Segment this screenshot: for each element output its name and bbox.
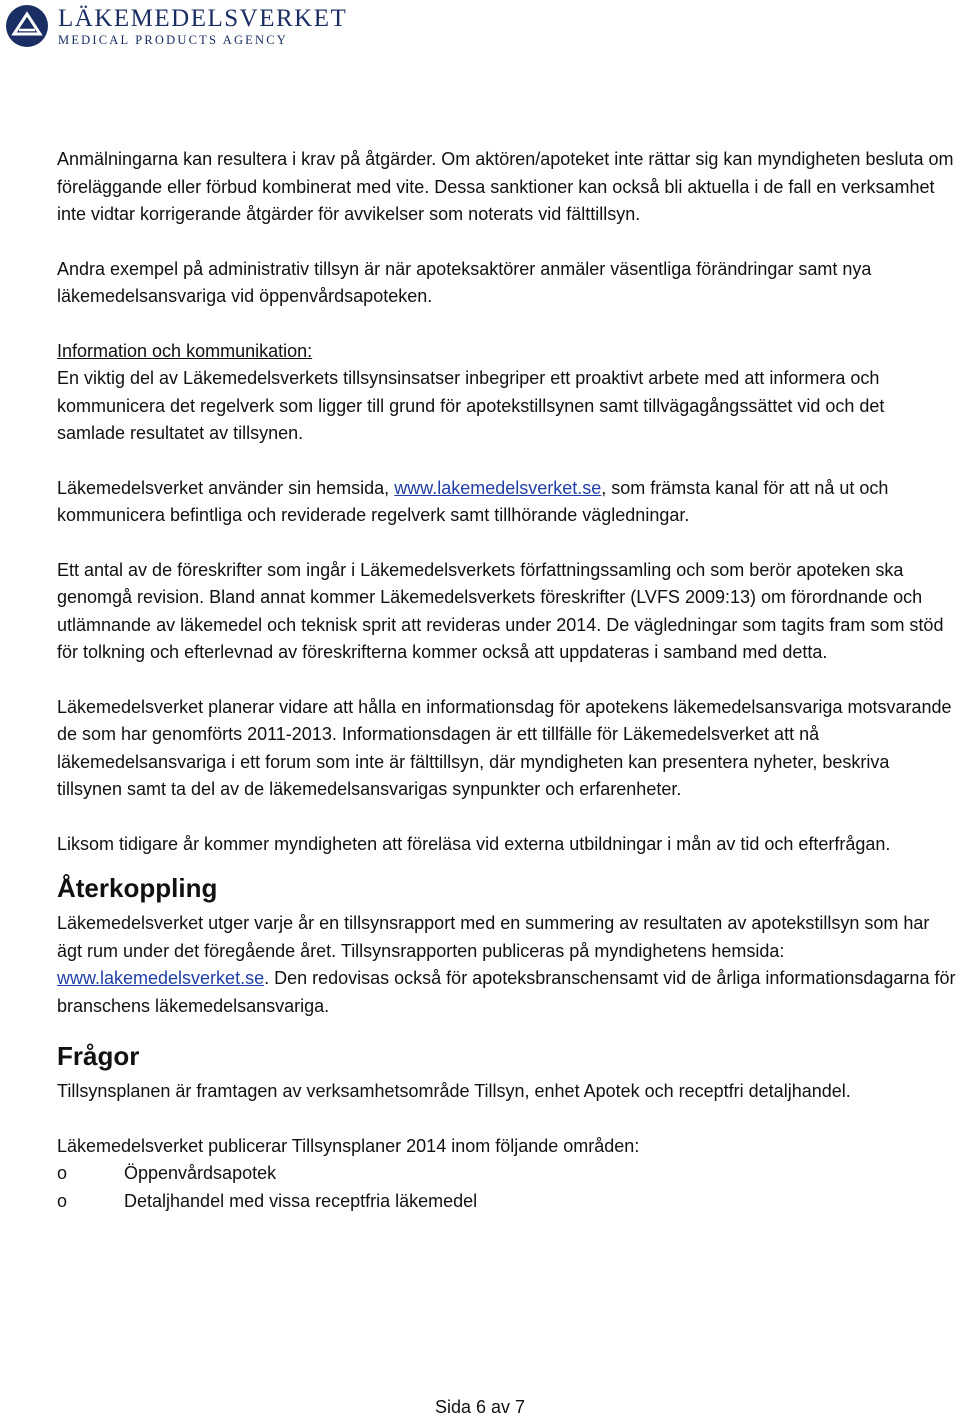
website-link[interactable]: www.lakemedelsverket.se — [394, 477, 602, 498]
page-number: Sida 6 av 7 — [434, 1397, 526, 1417]
paragraph-omraden-intro: Läkemedelsverket publicerar Tillsynsplaner 2014 inom följande områden: — [57, 1135, 640, 1156]
paragraph-utbildningar: Liksom tidigare år kommer myndigheten att föreläsa vid externa utbildningar i mån av tid och efterfrågan. — [57, 833, 891, 854]
paragraph-anmalningar: Anmälningarna kan resultera i krav på åtgärder. Om aktören/apoteket inte rättar sig kan myndigheten besluta om föreläggande eller förbud kombinerat med vite. Dessa sanktioner kan också bli aktuella i de fall en verksamhet inte vidtar korrigerande åtgärder för avvikelser som noterats vid fälttillsyn. — [57, 149, 954, 224]
paragraph-hemsida — [57, 475, 957, 530]
hemsida-text-pre: Läkemedelsverket använder sin hemsida, — [57, 477, 395, 498]
list-item-text: Detaljhandel med vissa receptfria läkemedel — [124, 1190, 478, 1211]
paragraph-administrativ-tillsyn: Andra exempel på administrativ tillsyn är när apoteksaktörer anmäler väsentliga förändringar samt nya läkemedelsansvariga vid öppenvårdsapoteken. — [57, 258, 872, 306]
report-website-link[interactable]: www.lakemedelsverket.se — [57, 968, 265, 988]
heading-fragor: Frågor — [57, 1041, 140, 1071]
bullet-marker: o — [57, 1163, 68, 1183]
agency-emblem-icon — [4, 3, 50, 49]
heading-aterkoppling: Återkoppling — [57, 873, 218, 903]
aterkoppling-text-post: . Den redovisas också för apoteksbranschensamt vid de årliga informationsdagarna för branschens läkemedelsansvariga. — [57, 968, 956, 1016]
paragraph-aterkoppling — [57, 910, 957, 1020]
document-body — [57, 146, 957, 1215]
agency-logo — [4, 4, 347, 48]
aterkoppling-text-pre: Läkemedelsverket utger varje år en tillsynsrapport med en summering av resultaten av apotekstillsyn som har ägt rum under det föregående året. Tillsynsrapporten publiceras på myndighetens hemsida: — [57, 913, 930, 961]
paragraph-tillsynsplan: Tillsynsplanen är framtagen av verksamhetsområde Tillsyn, enhet Apotek och receptfri detaljhandel. — [57, 1081, 851, 1101]
paragraph-informationsdag: Läkemedelsverket planerar vidare att hålla en informationsdag för apotekens läkemedelsansvariga motsvarande de som har genomförts 2011-2013. Informationsdagen är ett tillfälle för Läkemedelsverket att nå läkemedelsansvariga i ett forum som inte är fälttillsyn, där myndigheten kan presentera nyheter, beskriva tillsynen samt ta del av de läkemedelsansvarigas synpunkter och erfarenheter. — [57, 696, 952, 799]
logo-name: LÄKEMEDELSVERKET — [58, 4, 348, 32]
list-item — [57, 1188, 957, 1216]
area-list — [57, 1160, 957, 1215]
info-heading: Information och kommunikation: — [57, 340, 313, 361]
bullet-marker: o — [57, 1190, 68, 1211]
logo-subtitle: MEDICAL PRODUCTS AGENCY — [58, 32, 289, 47]
list-item — [57, 1160, 957, 1188]
hemsida-text-post: , som främsta kanal för att nå ut och kommunicera befintliga och reviderade regelverk samt tillhörande vägledningar. — [57, 477, 889, 525]
list-item-text: Öppenvårdsapotek — [124, 1163, 277, 1183]
paragraph-information: En viktig del av Läkemedelsverkets tillsynsinsatser inbegriper ett proaktivt arbete med att informera och kommunicera det regelverk som ligger till grund för apotekstillsynen samt tillvägagångssättet vid och det samlade resultatet av tillsynen. — [57, 368, 885, 443]
paragraph-foreskrifter: Ett antal av de föreskrifter som ingår i Läkemedelsverkets författningssamling och som berör apoteken ska genomgå revision. Bland annat kommer Läkemedelsverkets föreskrifter (LVFS 2009:13) om förordnande och utlämnande av läkemedel och teknisk sprit att revideras under 2014. De vägledningar som tagits fram som stöd för tolkning och efterlevnad av föreskrifterna kommer också att uppdateras i samband med detta. — [57, 559, 944, 662]
